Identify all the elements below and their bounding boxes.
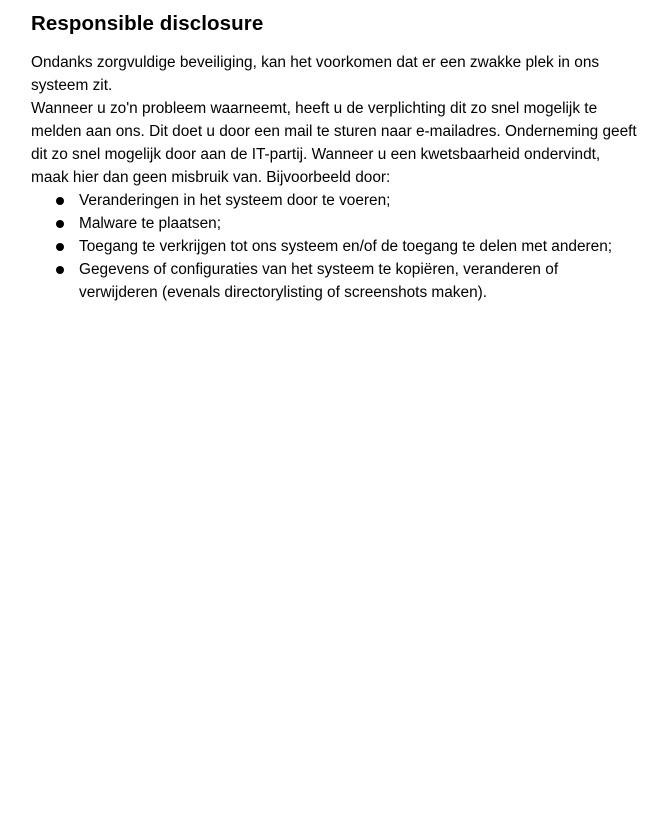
intro-paragraph: Ondanks zorgvuldige beveiliging, kan het voorkomen dat er een zwakke plek in ons systeem zit. <box>31 54 600 94</box>
list-item: Gegevens of configuraties van het systeem te kopiëren, veranderen of verwijderen (evenals directorylisting of screenshots maken). <box>31 258 638 304</box>
list-item: Toegang te verkrijgen tot ons systeem en/of de toegang te delen met anderen; <box>31 235 638 258</box>
page-title: Responsible disclosure <box>31 12 264 35</box>
body-paragraph: Wanneer u zo'n probleem waarneemt, heeft u de verplichting dit zo snel mogelijk te melden aan ons. Dit doet u door een mail te sturen naar e-mailadres. Onderneming geeft dit zo snel mogelijk door aan de IT-partij. Wanneer u een kwetsbaarheid ondervindt, maak hier dan geen misbruik van. Bijvoorbeeld door: <box>31 100 637 186</box>
list-item: Malware te plaatsen; <box>31 212 638 235</box>
misuse-list <box>31 189 638 304</box>
list-item: Veranderingen in het systeem door te voeren; <box>31 189 638 212</box>
